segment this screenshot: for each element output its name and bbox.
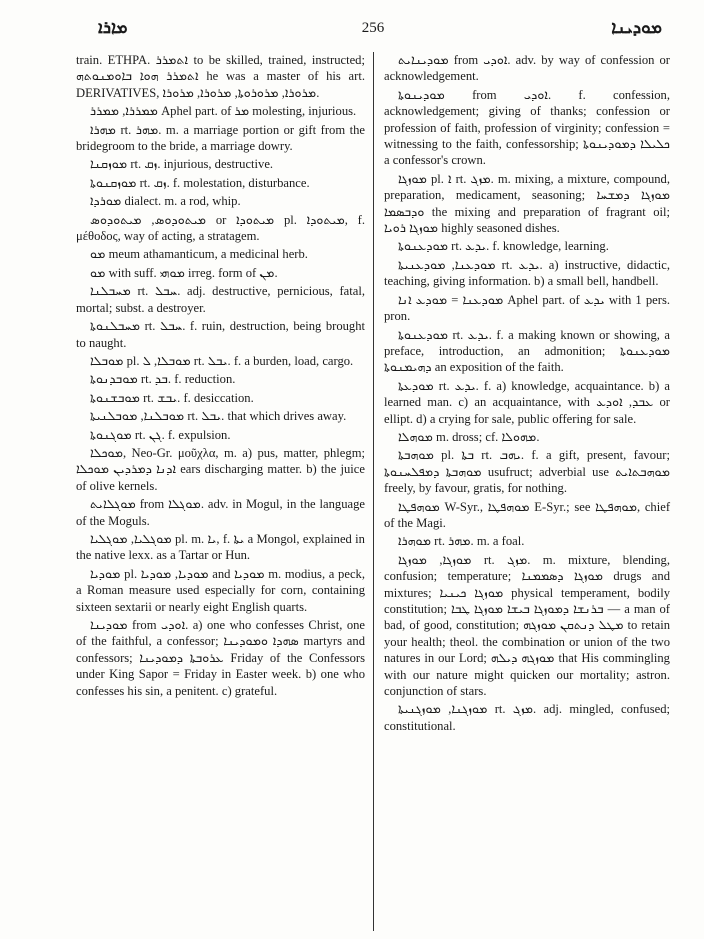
dictionary-entry: ܡܘܕܥܬܐ rt. ܝܕܥ. f. a) knowledge, acquaintance. b) a learned man. c) an acquaintance, with ܥܒܕ, ܐܘܕܥ or ellipt. d) a crying for sale, public offering for sale. xyxy=(384,378,670,426)
dictionary-entry: ܡܘܕܝܢܐܝܬ from ܐܘܕܝ. adv. by way of confession or acknowledgement. xyxy=(384,53,670,84)
dictionary-entry: ܡܘܙܓܢܐ, ܡܘܙܓܢܝܬܐ rt. ܡܙܓ. adj. mingled, confused; constitutional. xyxy=(384,702,670,733)
dictionary-entry: ܡܡܪܪܐ, ܡܡܪܪ Aphel part. of ܡܪ molesting, injurious. xyxy=(90,104,357,119)
dictionary-entry: ܡܘܕܥܢܘܬܐ rt. ܝܕܥ. f. knowledge, learning. xyxy=(398,239,609,254)
dictionary-entry: ܡܘܙܓܐ, ܡܘܙܓܐ rt. ܡܙܓ. m. mixture, blending, confusion; temperature; ܡܘܙܓܐ ܕܣܡܡܢܐ drugs and mixtures; ܡܘܙܓܐ ܟܝܢܝܐ physical temperament, bodily constitution; ܒܪܢܫܐ ܕܡܘܙܓܐ ܒܝܫܐ ܡܘܙܓܐ ܛܒܐ — a man of bad, of good, constitution; ܡܛܠ ܕܢܬܩܢ ܡܘܙܓܗ to retain your health; theol. the combination or union of the two natures in our Lord; ܡܘܙܓܗ ܕܝܠܗ that His commingling with our nature might quicken our mortality; astron. conjunction of stars. xyxy=(384,552,671,699)
dictionary-entry: ܡܘܒܠܢܐ, ܡܘܒܠܢܝܬܐ rt. ܝܒܠ. that which drives away. xyxy=(90,409,347,424)
two-column-body xyxy=(76,52,670,931)
dictionary-entry: ܡܚܒܠܢܐ rt. ܚܒܠ. adj. destructive, pernicious, fatal, mortal; subst. a destroyer. xyxy=(76,284,365,315)
dictionary-entry: ܡܝܬܘܕܘܣ, ܡܝܬܘܕܘܣ or ܡܝܬܘܕܐ pl. ܡܝܬܘܕܐ, f. μέθοδος, way of acting, a stratagem. xyxy=(76,212,366,244)
dictionary-entry: ܡܘܒܠܐ pl. ܡܘܒܠܐ, ܠ rt. ܝܒܠ. f. a burden, load, cargo. xyxy=(90,353,354,368)
dictionary-entry: ܡܘܓܢܘܬܐ rt. ܓܢ. f. expulsion. xyxy=(90,427,231,442)
dictionary-entry: ܡܚܒܠܢܘܬܐ rt. ܚܒܠ. f. ruin, destruction, being brought to naught. xyxy=(76,319,366,350)
dictionary-entry: ܡܘܗܠܐ m. dross; cf. ܡܗܘܠܐ. xyxy=(398,429,540,444)
dictionary-entry: ܡܘܕܥܢܐ, ܡܘܕܥܢܝܬܐ rt. ܝܕܥ. a) instructive, didactic, teaching, giving information. b) a small bell, handbell. xyxy=(384,257,670,289)
dictionary-entry: ܡܘܙܩܢܘܬܐ rt. ܙܩ. f. molestation, disturbance. xyxy=(90,175,310,190)
dictionary-entry: ܡܘܗܦܛܐ W-Syr., ܡܘܗܦܛܐ E-Syr.; see ܡܘܗܦܛܐ, chief of the Magi. xyxy=(384,499,671,530)
dictionary-entry: ܡܘܪܕܐ dialect. m. a rod, whip. xyxy=(90,194,241,209)
page-number: 256 xyxy=(361,20,385,36)
dictionary-entry: ܡܘܕܝܢܐ from ܐܘܕܝ. a) one who confesses Christ, one of the faithful, a confessor; ܣܗܕܐ ܘܡܘܕܝܢܐ martyrs and confessors; ܥܪܘܒܬܐ ܕܡܘܕܝܢܐ Friday of the Confessors under King Sapor = Friday in Easter week. b) one who confesses his sin, a penitent. c) grateful. xyxy=(76,618,366,698)
dictionary-entry: ܡܘܕܝܐ pl. ܡܘܕܝܐ, ܡܘܕܝܐ and ܡܘܕܝܐ m. modius, a peck, a Roman measure used especially for corn, containing sixteen sextarii or nearly eight English quarts. xyxy=(76,566,365,614)
dictionary-entry: ܡܘܓܠܐܝܬ from ܡܘܓܠܐ. adv. in Mogul, in the language of the Moguls. xyxy=(76,497,365,528)
dictionary-entry: ܡܘ meum athamanticum, a medicinal herb. xyxy=(90,247,308,262)
dictionary-entry: ܡܘܓܠܝܐ, ܡܘܓܠܝܐ pl. m. ܝܐ, f. ܝܬܐ a Mongol, explained in the native lexx. as a Tartar or Hun. xyxy=(76,531,365,563)
dictionary-entry: train. ETHPA. ܐܬܡܪܪ to be skilled, trained, instructed; ܐܬܡܪܪ ܗܘܐ ܒܐܘܡܢܘܬܗ he was a master of his art. DERIVATIVES, ܡܪܘܪܐ, ܡܪܘܪܘܬܐ, ܡܪܘܪܐ, ܡܪܘܪܐ. xyxy=(76,53,365,100)
dictionary-entry: ܡܘܟܠܐ, Neo-Gr. μοῦχλα, m. a) pus, matter, phlegm; ܐܕܢܐ ܕܡܪܕܝܢ ܡܘܟܠܐ ears discharging matter. b) the juice of olive kernels. xyxy=(76,445,365,493)
right-column xyxy=(373,52,670,931)
page-header xyxy=(76,14,670,40)
dictionary-entry: ܡܘܗܒܬܐ pl. ܒܬܐ rt. ܝܗܒ. f. a gift, present, favour; ܡܘܗܒܬܐ ܕܡܦܠܚܢܘܬܐ usufruct; adverbial use ܡܘܗܒܬܐܝܬ freely, by favour, gratis, for nothing. xyxy=(384,448,670,496)
left-column xyxy=(76,52,373,931)
running-head-right: ܡܘܕܝܢܐ xyxy=(611,18,662,37)
dictionary-entry: ܡܘܗܪܐ rt. ܡܗܪ. m. a foal. xyxy=(398,534,525,549)
dictionary-entry: ܡܘ with suff. ܡܘܗܝ irreg. form of ܡܢ. xyxy=(90,265,278,280)
dictionary-entry: ܡܘܒܫܢܘܬܐ rt. ܝܒܫ. f. desiccation. xyxy=(90,390,254,405)
dictionary-entry: ܡܘܕܝܢܘܬܐ from ܐܘܕܝ. f. confession, acknowledgement; giving of thanks; confession or profession of faith, profession of virginity; confession = witnessing to the faith, confessorship; ܟܠܝܠܐ ܕܡܘܕܝܢܘܬܐ a confessor's crown. xyxy=(384,87,670,168)
running-head-left: ܡܐܪܐ xyxy=(98,18,128,37)
dictionary-entry: ܡܘܕܥܢܐ = ܡܘܕܥ ܐܢܐ Aphel part. of ܝܕܥ with 1 pers. pron. xyxy=(384,292,670,324)
dictionary-entry: ܡܘܕܥܢܘܬܐ rt. ܝܕܥ. f. a making known or showing, a preface, introduction, an admonition; ܡܘܕܥܢܘܬܐ ܕܗܝܡܢܘܬܐ an exposition of the faith. xyxy=(384,327,670,375)
dictionary-entry: ܡܘܙܩܢܐ rt. ܙܩ. injurious, destructive. xyxy=(90,157,274,172)
dictionary-entry: ܡܘܒܕܢܘܬܐ rt. ܒܕ. f. reduction. xyxy=(90,372,236,387)
dictionary-entry: ܡܘܙܓܐ pl. ܐ rt. ܡܙܓ. m. mixing, a mixture, compound, preparation, medicament, seasoning; ܡܘܙܓܐ ܕܡܫܚܐ ܘܕܒܣܡܐ the mixing and preparation of fragrant oil; ܡܘܙܓܐ ܪܘܝܐ highly seasoned dishes. xyxy=(384,171,670,236)
dictionary-entry: ܡܗܪܐ rt. ܡܗܪ. m. a marriage portion or gift from the bridegroom to the bride, a marriage dowry. xyxy=(76,122,366,154)
